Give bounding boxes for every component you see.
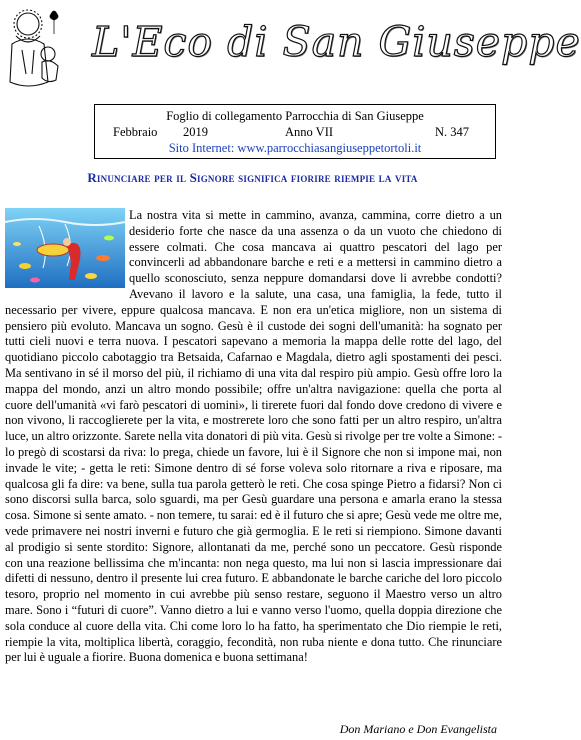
issue-month: Febbraio — [113, 125, 158, 139]
issue-number: N. 347 — [435, 125, 470, 139]
saint-joseph-logo-icon — [4, 4, 70, 98]
article-body — [5, 208, 502, 666]
article-body-text: La nostra vita si mette in cammino, avanza, cammina, corre dietro a un desiderio forte che nasce da una assenza o da un vuoto che chiedono di essere colmati. Che cosa mancava ai quattro pescatori del lago per convincerli ad abbandonare barche e reti e a mettersi in cammino dietro a quello sconosciuto, senza neppure domandarsi dove li avrebbe condotti? Avevano il lavoro e la salute, una casa, una famiglia, la fede, tutto il necessario per vivere, eppure qualcosa mancava. E non era un'etica migliore, non un sistema di pensiero più evoluto. Mancava un sogno. Gesù è il custode dei sogni dell'umanità: ha sognato per tutti cieli nuovi e terra nuova. I pescatori sapevano a memoria la mappa delle rotte del lago, del quotidiano piccolo cabotaggio tra Betsaida, Cafarnao e Magdala, dietro agli spostamenti dei pesci. Ma sentivano in sé il morso del più, il richiamo di una vita dal respiro più ampio. Gesù offre loro la mappa del mondo, anzi un altro mondo possibile; offre un'altra navigazione: quella che porta al cuore dell'umanità «vi farò pescatori di uomini», li tirerete fuori dal fondo dove credono di vivere e non vivono, li raccoglierete per la vita, e mostrerete loro che sono fatti per un altro respiro, un'altra luce, un altro orizzonte. Sarete nella vita donatori di più vita. Gesù si rivolge per tre volte a Simone: - lo pregò di scostarsi da riva: lo prega, chiede un favore, lui è il Signore che non si impone mai, non invade le vite; - getta le reti: Simone dentro di sé forse voleva solo ritornare a riva e riposare, ma qualcosa gli fa dire: va bene, sulla tua parola getterò le reti. Che cosa spinge Pietro a fidarsi? Non ci sono discorsi sulla barca, solo sguardi, ma per Gesù guardare una persona e amarla erano la stessa cosa. Simone si sente amato. - non temere, tu sarai: ed è il futuro che si apre; Gesù vede me oltre me, vede primavere nei nostri inverni e futuro che già germoglia. E le reti si riempiono. Simone davanti al prodigio si sente stordito: Signore, allontanati da me, perché sono un peccatore. Gesù risponde con una reazione bellissima che m'incanta: non nega questo, ma lui non si lascia impressionare dai difetti di nessuno, dentro il presente lui crea futuro. E abbandonate le barche cariche del loro piccolo tesoro, proprio nel momento in cui avrebbe più senso restare, seguono il Maestro verso un altro mare. Sono i “futuri di cuore”. Vanno dietro a lui e vanno verso l'uomo, quella doppia direzione che sola conduce al cuore della vita. Chi come loro lo ha fatto, ha sperimentato che Dio riempie le reti, riempie la vita, moltiplica libertà, coraggio, fecondità, non ruba niente e dona tutto. Che rinunciare per lui è uguale a fiorire. Buona domenica e buona settimana! — [5, 208, 502, 665]
masthead-title: L'Eco di San Giuseppe — [92, 18, 581, 66]
issue-volume: Anno VII — [285, 125, 334, 139]
issue-year: 2019 — [183, 125, 208, 139]
article-headline: Rinunciare per il Signore significa fiorire riempie la vita — [87, 170, 418, 185]
subtitle: Foglio di collegamento Parrocchia di San Giuseppe — [166, 109, 424, 123]
signature: Don Mariano e Don Evangelista — [339, 722, 497, 736]
info-box — [94, 104, 496, 159]
website-link[interactable]: Sito Internet: www.parrocchiasangiuseppetortoli.it — [168, 141, 422, 155]
